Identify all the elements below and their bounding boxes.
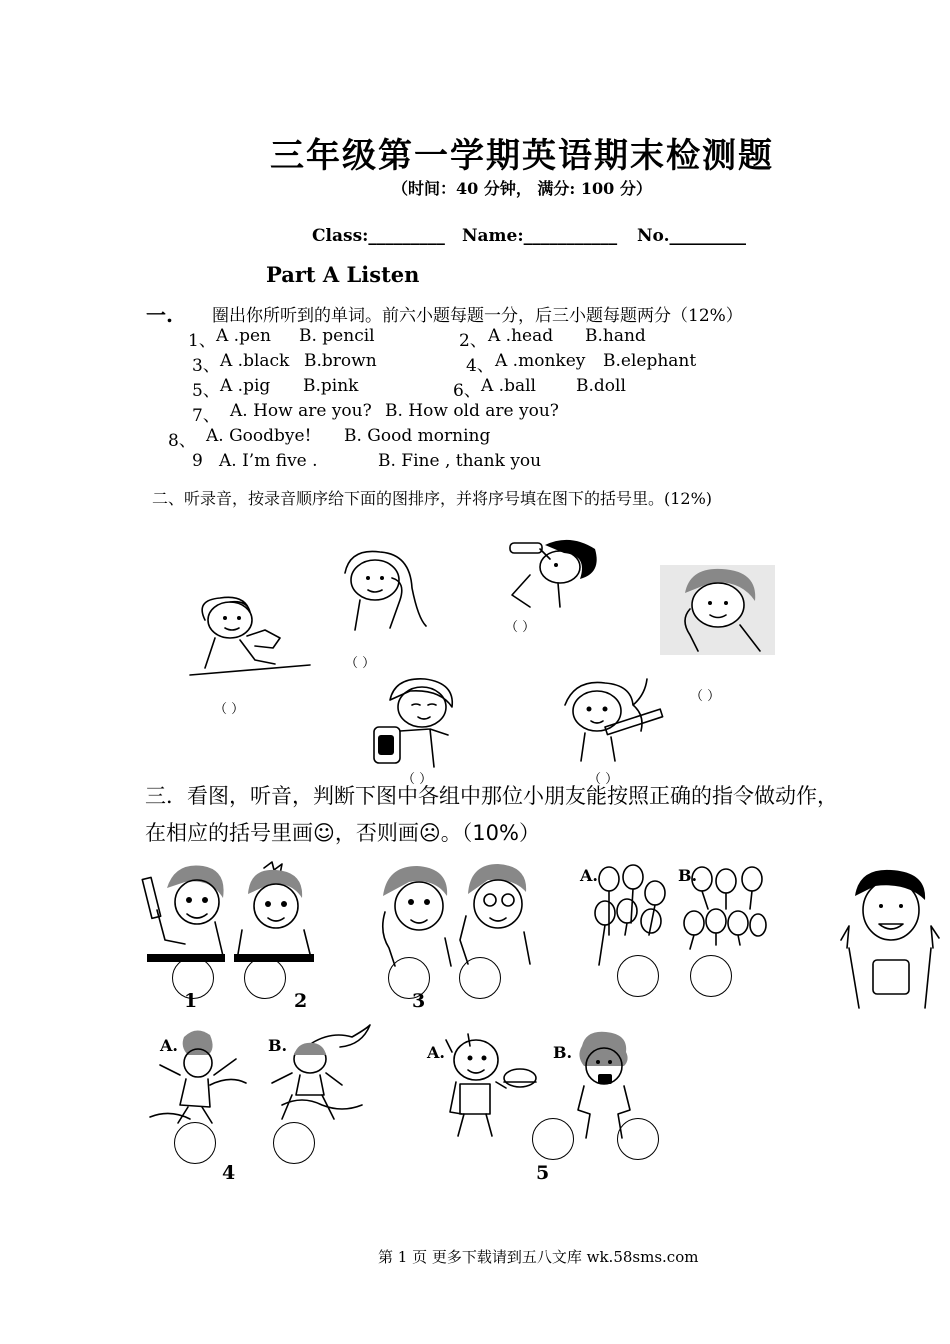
question-6-option-a: A .ball: [481, 376, 536, 396]
name-field: Name:___________: [462, 226, 618, 246]
boy-pointing-eye-illustration: [375, 862, 455, 967]
balloons-label-a: A.: [580, 866, 598, 885]
question-5-option-b: B.pink: [303, 376, 359, 396]
question-7-option-b: B. How old are you?: [385, 401, 559, 421]
question-6-option-b: B.doll: [576, 376, 626, 396]
page-subtitle: （时间：40 分钟， 满分: 100 分）: [392, 179, 652, 198]
question-9-number: 9: [192, 451, 203, 471]
question-8-option-b: B. Good morning: [344, 426, 491, 446]
balloons-label-b: B.: [678, 866, 698, 885]
group-4-label-b: B.: [268, 1036, 288, 1055]
section3-instruction-line1: 三．看图，听音，判断下图中各组中那位小朋友能按照正确的指令做动作，: [145, 784, 838, 808]
question-9-option-b: B. Fine , thank you: [378, 451, 542, 471]
question-6-number: 6、: [453, 381, 481, 401]
question-2-option-a: A .head: [488, 326, 554, 346]
boy-peace-sign-illustration: [835, 868, 945, 1008]
picture-2-answer-blank[interactable]: （ ）: [345, 656, 376, 671]
group-1-answer-circle-b[interactable]: [244, 957, 286, 999]
question-8-number: 8、: [168, 431, 196, 451]
balloons-b-illustration: [682, 865, 767, 970]
boy-with-glasses-illustration: [458, 860, 533, 965]
question-2-number: 2、: [459, 331, 487, 351]
class-field: Class:_________: [312, 226, 445, 246]
group-1-number: 1: [184, 990, 198, 1012]
question-4-option-b: B.elephant: [603, 351, 697, 371]
section2-instruction: 二、听录音，按录音顺序给下面的图排序，并将序号填在图下的括号里。(12%): [152, 489, 713, 508]
boy-raising-ruler-illustration: [145, 860, 230, 970]
child-with-burger-illustration: [440, 1032, 545, 1142]
question-8-option-a: A. Goodbye!: [206, 426, 312, 446]
group-2-answer-circle-b[interactable]: [459, 957, 501, 999]
boy-writing-illustration: [185, 590, 315, 685]
girl-with-ponytail-illustration: [262, 1025, 372, 1125]
part-a-title: Part A Listen: [266, 262, 420, 287]
group-5-label-a: A.: [427, 1043, 445, 1062]
question-4-number: 4、: [466, 356, 494, 376]
section1-instruction: 圈出你所听到的单词。前六小题每题一分，后三小题每题两分（12%）: [212, 306, 743, 326]
question-4-option-a: A .monkey: [495, 351, 586, 371]
group-4-answer-circle-a[interactable]: [174, 1122, 216, 1164]
question-3-option-b: B.brown: [304, 351, 377, 371]
page-footer: 第 1 页 更多下载请到五八文库 wk.58sms.com: [378, 1248, 699, 1266]
girl-with-bow-illustration: [234, 860, 314, 970]
question-1-option-a: A .pen: [216, 326, 271, 346]
girl-drinking-illustration: [500, 535, 605, 610]
group-5-label-b: B.: [553, 1043, 573, 1062]
group-4-number: 4: [222, 1162, 236, 1184]
boy-with-bag-illustration: [370, 675, 470, 770]
question-3-number: 3、: [192, 356, 220, 376]
group-2-number: 2: [294, 990, 308, 1012]
question-1-option-b: B. pencil: [299, 326, 375, 346]
picture-1-answer-blank[interactable]: （ ）: [214, 702, 245, 717]
girl-touching-ear-illustration: [330, 548, 430, 633]
number-field: No._________: [637, 226, 746, 246]
group-3-answer-circle-a[interactable]: [617, 955, 659, 997]
question-9-option-a: A. I’m five .: [219, 451, 318, 471]
question-5-option-a: A .pig: [220, 376, 271, 396]
balloons-a-illustration: [595, 865, 670, 970]
group-3-number: 3: [412, 990, 426, 1012]
boy-touching-eye-illustration: [660, 565, 775, 655]
group-4-answer-circle-b[interactable]: [273, 1122, 315, 1164]
group-5-number: 5: [536, 1162, 550, 1184]
group-4-label-a: A.: [160, 1036, 178, 1055]
picture-6-answer-blank[interactable]: （ ）: [588, 772, 619, 787]
question-7-number: 7、: [192, 406, 220, 426]
girl-dancing-illustration: [150, 1025, 250, 1125]
group-5-answer-circle-a[interactable]: [532, 1118, 574, 1160]
picture-3-answer-blank[interactable]: （ ）: [505, 620, 536, 635]
group-5-answer-circle-b[interactable]: [617, 1118, 659, 1160]
question-1-number: 1、: [188, 331, 216, 351]
picture-5-answer-blank[interactable]: （ ）: [402, 772, 433, 787]
question-3-option-a: A .black: [220, 351, 290, 371]
question-7-option-a: A. How are you?: [230, 401, 372, 421]
section1-number: 一.: [146, 303, 173, 327]
section3-instruction-line2: 在相应的括号里画☺，否则画☹。（10%）: [145, 821, 540, 845]
question-2-option-b: B.hand: [585, 326, 646, 346]
group-3-answer-circle-b[interactable]: [690, 955, 732, 997]
picture-4-answer-blank[interactable]: （ ）: [690, 689, 721, 704]
girl-with-ruler-illustration: [555, 675, 670, 765]
question-5-number: 5、: [192, 381, 220, 401]
page-title: 三年级第一学期英语期末检测题: [270, 136, 774, 176]
